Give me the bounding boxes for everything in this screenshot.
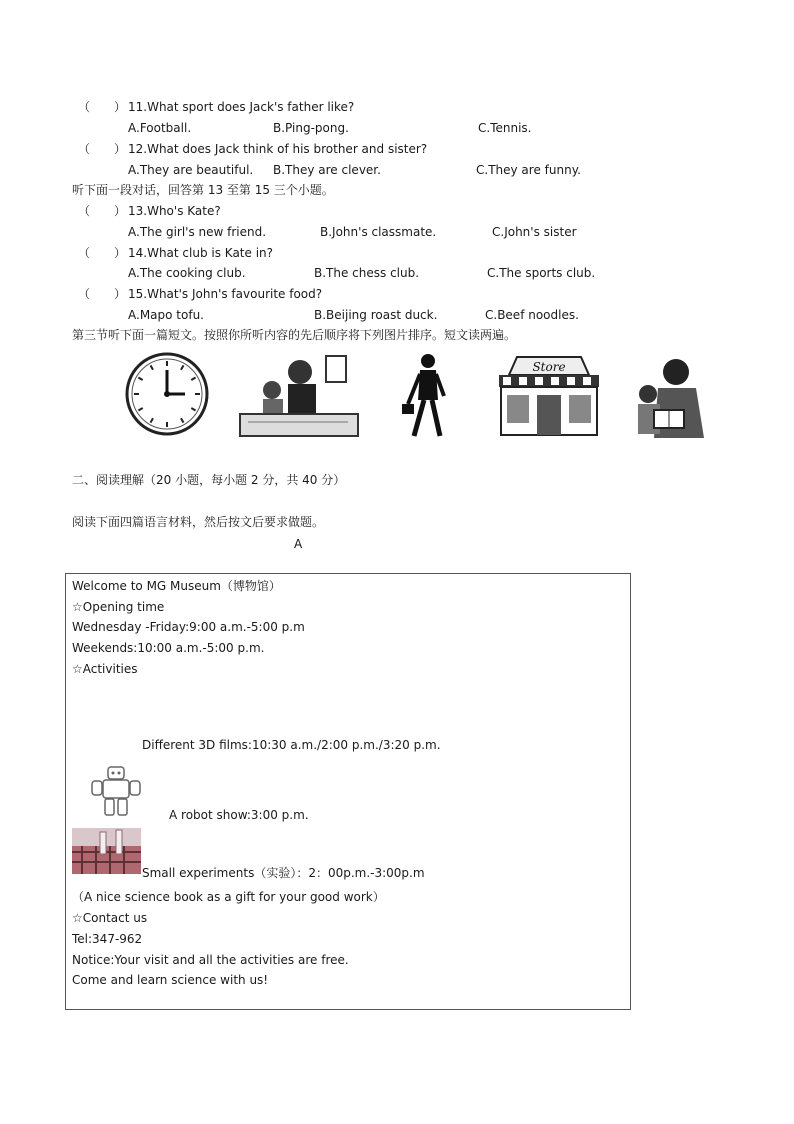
robot-show-schedule: A robot show:3:00 p.m. (169, 808, 309, 822)
weekday-hours: Wednesday -Friday:9:00 a.m.-5:00 p.m (72, 620, 305, 634)
q12-stem: 12.What does Jack think of his brother and sister? (128, 142, 428, 156)
experiments-schedule: Small experiments（实验）：2：00p.m.-3:00p.m (142, 866, 425, 880)
part2-title: 二、阅读理解（20 小题，每小题 2 分，共 40 分） (72, 473, 346, 487)
contact-heading: ☆Contact us (72, 911, 148, 925)
q11-option-b[interactable]: B.Ping-pong. (273, 121, 349, 135)
store-picture (497, 355, 601, 439)
test-tubes-icon (72, 828, 141, 874)
q14-option-c[interactable]: C.The sports club. (487, 266, 596, 280)
closing-line: Come and learn science with us! (72, 973, 269, 987)
q13-answer-blank[interactable]: （ ） (78, 204, 127, 218)
clock-icon (125, 352, 209, 436)
q13-option-c[interactable]: C.John's sister (492, 225, 577, 239)
weekend-hours: Weekends:10:00 a.m.-5:00 p.m. (72, 641, 265, 655)
walking-man-picture (400, 352, 450, 440)
q12-option-b[interactable]: B.They are clever. (273, 163, 381, 177)
businessman-icon (400, 352, 450, 440)
q12-option-c[interactable]: C.They are funny. (476, 163, 581, 177)
q15-option-a[interactable]: A.Mapo tofu. (128, 308, 204, 322)
q13-option-a[interactable]: A.The girl's new friend. (128, 225, 267, 239)
q15-stem: 15.What's John's favourite food? (128, 287, 323, 301)
q12-answer-blank[interactable]: （ ） (78, 142, 127, 156)
q14-option-a[interactable]: A.The cooking club. (128, 266, 246, 280)
q12-option-a[interactable]: A.They are beautiful. (128, 163, 254, 177)
q15-option-b[interactable]: B.Beijing roast duck. (314, 308, 438, 322)
mother-reading-picture (628, 354, 708, 440)
q11-option-c[interactable]: C.Tennis. (478, 121, 532, 135)
clock-picture (125, 352, 209, 436)
q14-answer-blank[interactable]: （ ） (78, 246, 127, 260)
section3-instruction: 第三节听下面一篇短文。按照你所听内容的先后顺序将下列图片排序。短文读两遍。 (72, 328, 517, 342)
family-at-table-picture (238, 352, 360, 438)
reading-family-icon (628, 354, 708, 440)
opening-time-heading: ☆Opening time (72, 600, 165, 614)
robot-icon (88, 765, 144, 817)
passage-a-label: A (294, 537, 303, 551)
q11-answer-blank[interactable]: （ ） (78, 100, 127, 114)
dialogue-instruction: 听下面一段对话，回答第 13 至第 15 三个小题。 (72, 183, 334, 197)
q11-stem: 11.What sport does Jack's father like? (128, 100, 355, 114)
part2-instruction: 阅读下面四篇语言材料，然后按文后要求做题。 (72, 515, 325, 529)
activities-heading: ☆Activities (72, 662, 138, 676)
free-notice: Notice:Your visit and all the activities are free. (72, 953, 349, 967)
family-icon (238, 352, 360, 438)
gift-note: （A nice science book as a gift for your good work） (72, 890, 385, 904)
experiment-picture (72, 828, 141, 874)
q15-option-c[interactable]: C.Beef noodles. (485, 308, 579, 322)
store-icon (497, 355, 601, 439)
q14-option-b[interactable]: B.The chess club. (314, 266, 420, 280)
q14-stem: 14.What club is Kate in? (128, 246, 274, 260)
robot-picture (88, 765, 144, 817)
films-schedule: Different 3D films:10:30 a.m./2:00 p.m./3:20 p.m. (142, 738, 441, 752)
q13-option-b[interactable]: B.John's classmate. (320, 225, 437, 239)
museum-welcome: Welcome to MG Museum（博物馆） (72, 579, 281, 593)
q11-option-a[interactable]: A.Football. (128, 121, 192, 135)
store-sign-text: Store (532, 360, 566, 374)
telephone-number: Tel:347-962 (72, 932, 143, 946)
q13-stem: 13.Who's Kate? (128, 204, 221, 218)
q15-answer-blank[interactable]: （ ） (78, 287, 127, 301)
